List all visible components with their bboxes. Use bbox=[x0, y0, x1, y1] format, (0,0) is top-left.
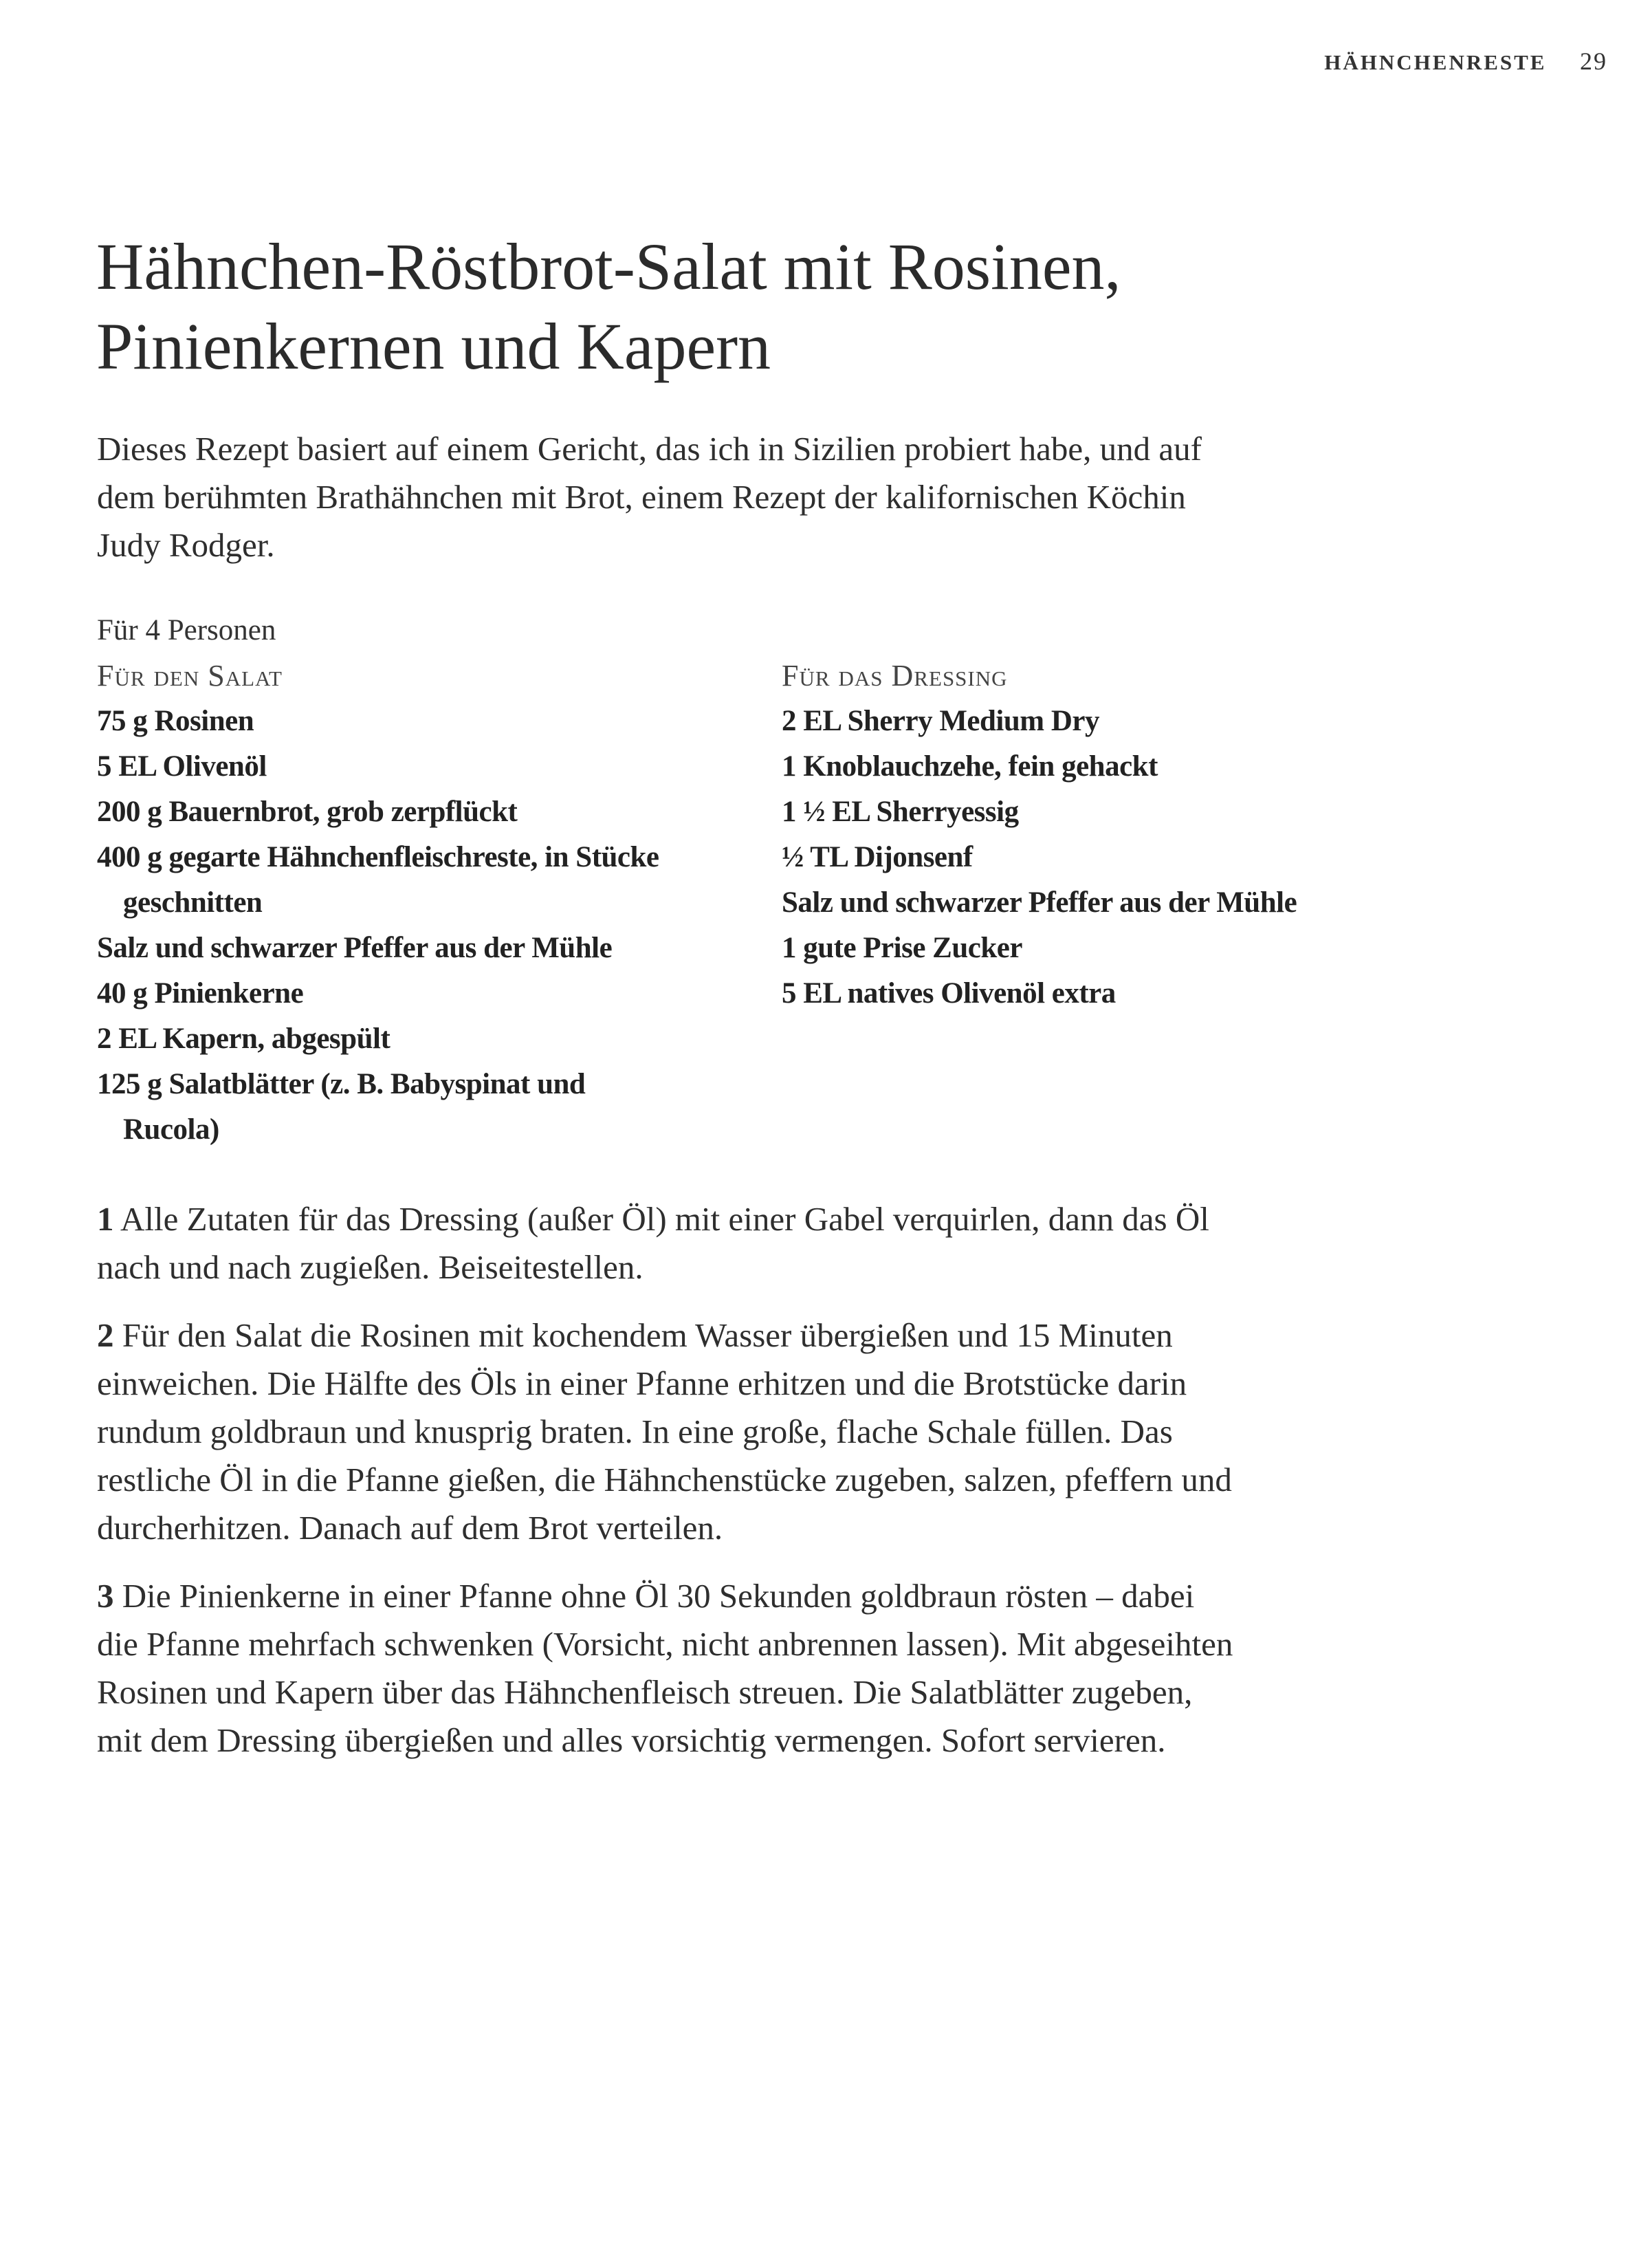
ingredient-item bbox=[97, 1062, 659, 1153]
step-text: Für den Salat die Rosinen mit kochendem Wasser übergießen und 15 Minuten bbox=[122, 1316, 1173, 1354]
step-line: nach und nach zugießen. Beiseitestellen. bbox=[97, 1248, 644, 1286]
step-line bbox=[97, 1311, 1233, 1360]
ingredient-item bbox=[97, 1016, 659, 1062]
step-number: 1 bbox=[97, 1200, 114, 1238]
ingredient-line: 200 g Bauernbrot, grob zerpflückt bbox=[97, 796, 518, 828]
ingredient-line: Salz und schwarzer Pfeffer aus der Mühle bbox=[97, 932, 613, 964]
step-number: 2 bbox=[97, 1316, 114, 1354]
ingredient-item bbox=[97, 789, 659, 835]
running-head-section: HÄHNCHENRESTE bbox=[1324, 50, 1547, 74]
running-head bbox=[1324, 47, 1607, 76]
ingredient-line: 400 g gegarte Hähnchenfleischreste, in Stücke bbox=[97, 841, 659, 873]
step-line: einweichen. Die Hälfte des Öls in einer Pfanne erhitzen und die Brotstücke darin bbox=[97, 1364, 1187, 1402]
ingredient-line: geschnitten bbox=[123, 886, 263, 919]
dressing-ingredients bbox=[782, 653, 1297, 1016]
ingredient-item bbox=[97, 835, 659, 926]
title-line: Pinienkernen und Kapern bbox=[96, 309, 771, 383]
ingredient-line: 125 g Salatblätter (z. B. Babyspinat und bbox=[97, 1068, 586, 1100]
method-step bbox=[97, 1572, 1233, 1765]
step-text: Alle Zutaten für das Dressing (außer Öl) mit einer Gabel verquirlen, dann das Öl bbox=[120, 1200, 1209, 1238]
servings: Für 4 Personen bbox=[97, 614, 276, 646]
step-line: mit dem Dressing übergießen und alles vorsichtig vermengen. Sofort servieren. bbox=[97, 1721, 1166, 1759]
intro-line: Dieses Rezept basiert auf einem Gericht, das ich in Sizilien probiert habe, und auf bbox=[97, 430, 1202, 468]
step-line: rundum goldbraun und knusprig braten. In eine große, flache Schale füllen. Das bbox=[97, 1413, 1173, 1450]
salad-ingredient-list bbox=[97, 699, 659, 1153]
intro-line: dem berühmten Brathähnchen mit Brot, einem Rezept der kalifornischen Köchin bbox=[97, 478, 1186, 516]
ingredient-item: 5 EL natives Olivenöl extra bbox=[782, 977, 1116, 1010]
intro-line: Judy Rodger. bbox=[97, 526, 275, 564]
salad-ingredients bbox=[97, 653, 659, 1153]
step-line: Rosinen und Kapern über das Hähnchenfleisch streuen. Die Salatblätter zugeben, bbox=[97, 1673, 1193, 1711]
step-line bbox=[97, 1195, 1233, 1243]
step-number: 3 bbox=[97, 1577, 114, 1615]
step-line: restliche Öl in die Pfanne gießen, die Hähnchenstücke zugeben, salzen, pfeffern und bbox=[97, 1461, 1232, 1498]
ingredient-line: 2 EL Kapern, abgespült bbox=[97, 1023, 390, 1055]
method-steps bbox=[97, 1195, 1233, 1785]
ingredient-item: Salz und schwarzer Pfeffer aus der Mühle bbox=[782, 886, 1297, 919]
dressing-ingredient-list bbox=[782, 699, 1297, 1016]
dressing-heading: Für das Dressing bbox=[782, 659, 1008, 693]
method-step bbox=[97, 1195, 1233, 1291]
ingredient-item bbox=[97, 926, 659, 971]
title-line: Hähnchen-Röstbrot-Salat mit Rosinen, bbox=[96, 230, 1121, 303]
ingredient-line: 5 EL Olivenöl bbox=[97, 750, 267, 783]
page-number: 29 bbox=[1580, 47, 1607, 75]
recipe-title bbox=[96, 227, 1121, 386]
ingredient-item: 2 EL Sherry Medium Dry bbox=[782, 705, 1099, 737]
ingredient-line: Rucola) bbox=[123, 1113, 219, 1146]
salad-heading: Für den Salat bbox=[97, 659, 283, 693]
method-step bbox=[97, 1311, 1233, 1552]
ingredient-item bbox=[97, 699, 659, 744]
ingredient-item: ½ TL Dijonsenf bbox=[782, 841, 973, 873]
step-line: die Pfanne mehrfach schwenken (Vorsicht, nicht anbrennen lassen). Mit abgeseihten bbox=[97, 1625, 1233, 1663]
step-line bbox=[97, 1572, 1233, 1620]
ingredient-item bbox=[97, 744, 659, 789]
ingredient-item: 1 gute Prise Zucker bbox=[782, 932, 1022, 964]
step-text: Die Pinienkerne in einer Pfanne ohne Öl 30 Sekunden goldbraun rösten – dabei bbox=[122, 1577, 1195, 1615]
ingredient-item: 1 Knoblauchzehe, fein gehackt bbox=[782, 750, 1158, 783]
recipe-intro bbox=[97, 425, 1202, 569]
step-line: durcherhitzen. Danach auf dem Brot verteilen. bbox=[97, 1509, 723, 1547]
ingredient-item bbox=[97, 971, 659, 1016]
ingredient-item: 1 ½ EL Sherryessig bbox=[782, 796, 1019, 828]
ingredient-line: 75 g Rosinen bbox=[97, 705, 254, 737]
ingredient-line: 40 g Pinienkerne bbox=[97, 977, 304, 1010]
